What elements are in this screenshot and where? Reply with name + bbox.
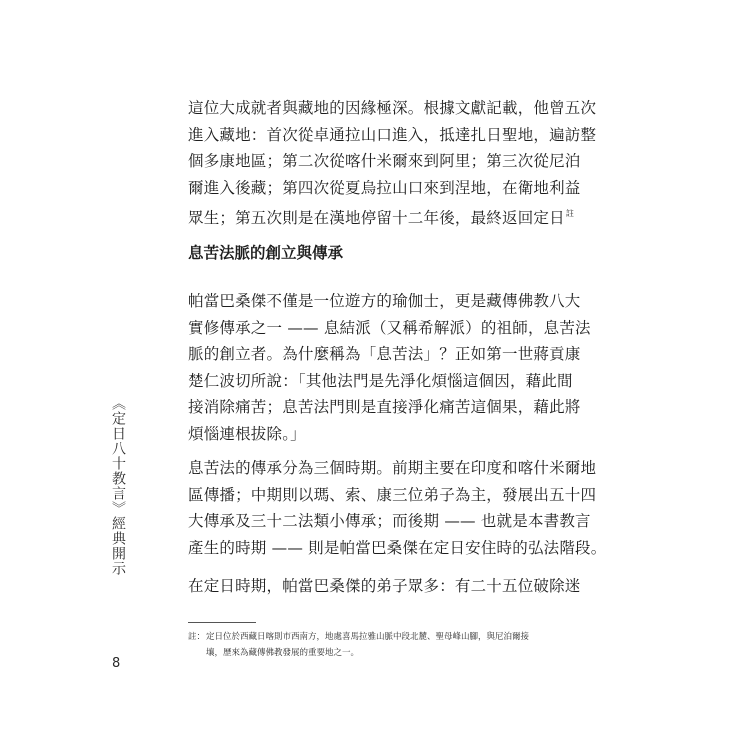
paragraph-3-line: 區傳播；中期則以瑪、索、康三位弟子為主，發展出五十四 [188, 485, 597, 504]
paragraph-2-line: 楚仁波切所說：「其他法門是先淨化煩惱這個因，藉此間 [188, 371, 573, 390]
paragraph-3-line: 大傳承及三十二法類小傳承；而後期 —— 也就是本書教言 [188, 512, 591, 530]
paragraph-2 [188, 288, 591, 447]
paragraph-2-line: 接消除痛苦；息苦法門則是直接淨化痛苦這個果，藉此將 [188, 398, 581, 416]
paragraph-1-line: 進入藏地：首次從卓通拉山口進入，抵達扎日聖地，遍訪整 [188, 125, 597, 144]
footnote-text-1: 定日位於西藏日喀則市西南方，地處喜馬拉雅山脈中段北麓、聖母峰山腳，與尼泊爾接 [206, 632, 530, 642]
paragraph-2-line: 煩惱連根拔除。」 [188, 424, 306, 443]
paragraph-2-line: 脈的創立者。為什麼稱為「息苦法」？正如第一世蔣貢康 [188, 345, 581, 363]
footnote-reference[interactable]: 註 [565, 209, 575, 218]
paragraph-3-line: 產生的時期 —— 則是帕當巴桑傑在定日安住時的弘法階段。 [188, 538, 607, 557]
paragraph-1-line-text: 眾生；第五次則是在漢地停留十二年後，最終返回定日 [188, 209, 565, 227]
paragraph-3 [188, 455, 607, 561]
paragraph-4 [188, 573, 588, 600]
footnote [188, 630, 598, 661]
footnote-marker: 註： [188, 632, 206, 642]
paragraph-1-line: 爾進入後藏；第四次從夏烏拉山口來到涅地，在衛地利益 [188, 178, 581, 197]
paragraph-1-line-last [188, 201, 588, 232]
paragraph-1-line: 個多康地區；第二次從喀什米爾來到阿里；第三次從尼泊 [188, 152, 581, 170]
paragraph-2-line: 實修傳承之一 —— 息結派（又稱希解派）的祖師，息苦法 [188, 318, 591, 337]
paragraph-1-line: 這位大成就者與藏地的因緣極深。根據文獻記載，他曾五次 [188, 99, 597, 117]
page-number: 8 [112, 656, 121, 671]
footnote-text-2: 壤，歷來為藏傳佛教發展的重要地之一。 [206, 647, 360, 658]
paragraph-1 [188, 95, 597, 232]
paragraph-2-line: 帕當巴桑傑不僅是一位遊方的瑜伽士，更是藏傳佛教八大 [188, 292, 581, 310]
paragraph-4-line: 在定日時期，帕當巴桑傑的弟子眾多：有二十五位破除迷 [188, 577, 581, 595]
paragraph-3-line: 息苦法的傳承分為三個時期。前期主要在印度和喀什米爾地 [188, 459, 597, 477]
running-title: 《定日八十教言》經典開示 [110, 396, 126, 576]
footnote-first-line [188, 630, 598, 646]
footnote-divider [188, 622, 256, 623]
section-heading: 息苦法脈的創立與傳承 [188, 243, 344, 262]
